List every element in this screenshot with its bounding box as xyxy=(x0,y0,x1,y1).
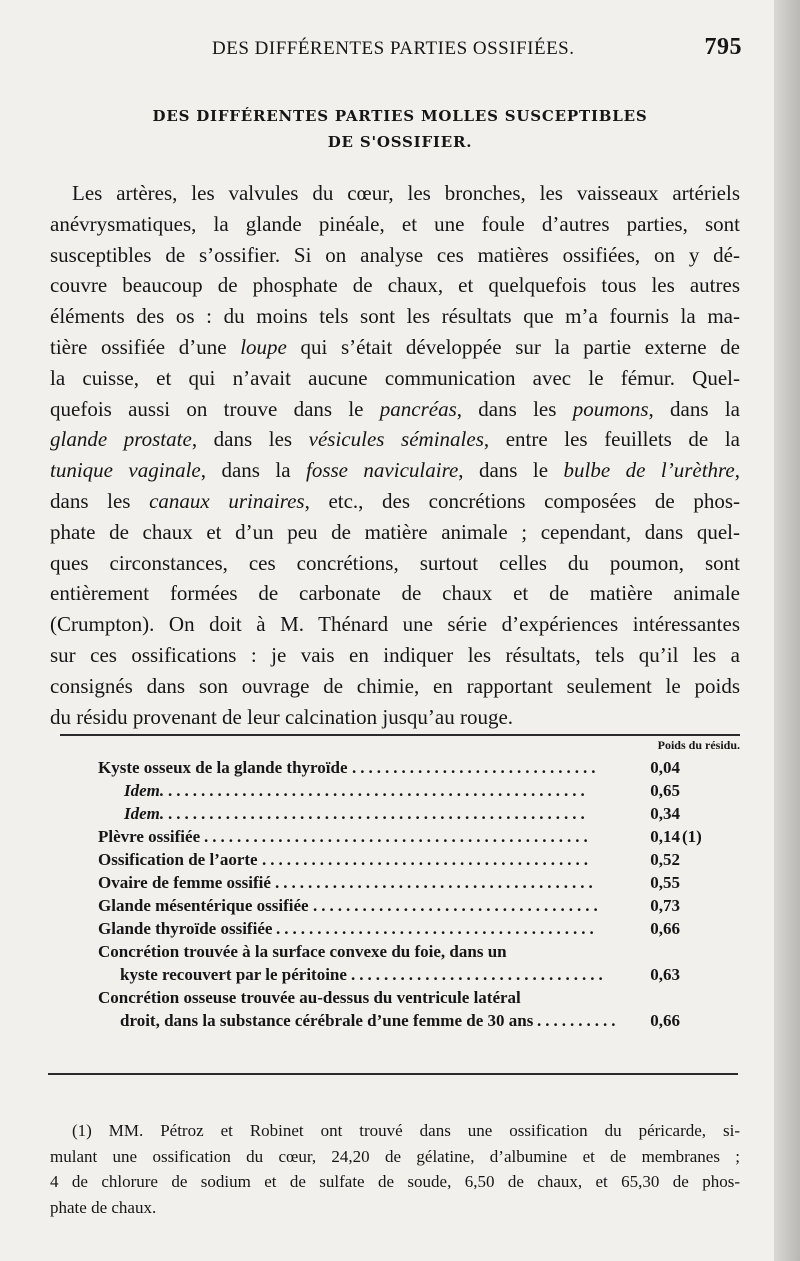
running-head xyxy=(212,34,742,64)
table-row xyxy=(60,873,740,896)
row-label: Ossification de l’aorte xyxy=(98,850,258,869)
leader-dots: ................................... xyxy=(313,896,602,915)
footnote-line: (1) MM. Pétroz et Robinet ont trouvé dans une ossification du péricarde, si- xyxy=(72,1121,740,1140)
body-line: éléments des os : du moins tels sont les résultats que m’a fournis la ma- xyxy=(50,304,740,329)
table-top-rule xyxy=(60,734,740,736)
table-row xyxy=(60,781,740,804)
body-line: anévrysmatiques, la glande pinéale, et une foule d’autres parties, sont xyxy=(50,211,740,236)
table-row xyxy=(60,919,740,942)
body-line: la cuisse, et qui n’avait aucune communication avec le fémur. Quel- xyxy=(50,365,740,390)
section-title-line-1: DES DIFFÉRENTES PARTIES MOLLES SUSCEPTIBLES xyxy=(152,107,648,125)
table-row xyxy=(60,850,740,873)
row-label: Kyste osseux de la glande thyroïde xyxy=(98,758,348,777)
body-line: tunique vaginale, dans la fosse naviculaire, dans le bulbe de l’urèthre, xyxy=(50,458,740,483)
running-title: DES DIFFÉRENTES PARTIES OSSIFIÉES. xyxy=(212,38,575,59)
table-row xyxy=(60,896,740,919)
row-label: Concrétion trouvée à la surface convexe du foie, dans un xyxy=(98,942,507,961)
residue-value: 0,55 xyxy=(650,873,680,892)
leader-dots: ....................................... xyxy=(275,873,597,892)
row-label: kyste recouvert par le péritoine xyxy=(120,965,347,984)
body-line: glande prostate, dans les vésicules séminales, entre les feuillets de la xyxy=(50,427,740,452)
table-row xyxy=(60,965,740,988)
body-line: consignés dans son ouvrage de chimie, en rapportant seulement le poids xyxy=(50,673,740,698)
body-paragraph xyxy=(50,178,740,732)
footnote-line: phate de chaux. xyxy=(50,1197,157,1217)
section-title-line-2: DE S'OSSIFIER. xyxy=(327,133,473,151)
footnote xyxy=(50,1118,740,1220)
table-bottom-rule xyxy=(48,1073,738,1075)
row-label: Idem. xyxy=(124,804,165,823)
residue-value: 0,65 xyxy=(650,781,680,800)
leader-dots: ....................................... xyxy=(276,919,598,938)
leader-dots: .............................. xyxy=(352,758,600,777)
footnote-ref: (1) xyxy=(682,827,702,846)
body-line: entièrement formées de carbonate de chaux et de matière animale xyxy=(50,581,740,606)
body-line: susceptibles de s’ossifier. Si on analyse ces matières ossifiées, on y dé- xyxy=(50,242,740,267)
table-row xyxy=(60,758,740,781)
residue-value: 0,52 xyxy=(650,850,680,869)
section-title xyxy=(90,103,710,155)
body-line: Les artères, les valvules du cœur, les bronches, les vaisseaux artériels xyxy=(72,181,740,205)
row-label: Glande thyroïde ossifiée xyxy=(98,919,273,938)
row-label: Glande mésentérique ossifiée xyxy=(98,896,309,915)
table-row xyxy=(60,827,740,850)
row-label: Idem. xyxy=(124,781,165,800)
residue-value: 0,14 xyxy=(650,827,680,846)
table-row xyxy=(60,942,740,965)
table-rows xyxy=(60,758,740,1034)
leader-dots: ................................................... xyxy=(168,781,589,800)
footnote-line: 4 de chlorure de sodium et de sulfate de soude, 6,50 de chaux, et 65,30 de phos- xyxy=(50,1172,740,1191)
body-line: sur ces ossifications : je vais en indiquer les résultats, tels qu’il les a xyxy=(50,642,740,667)
residue-value: 0,63 xyxy=(650,965,680,984)
column-header: Poids du résidu. xyxy=(657,738,740,752)
table-row xyxy=(60,1011,740,1034)
body-line: quefois aussi on trouve dans le pancréas, dans les poumons, dans la xyxy=(50,396,740,421)
row-label: Concrétion osseuse trouvée au-dessus du ventricule latéral xyxy=(98,988,521,1007)
body-line: dans les canaux urinaires, etc., des concrétions composées de phos- xyxy=(50,488,740,513)
body-line: phate de chaux et d’un peu de matière animale ; cependant, dans quel- xyxy=(50,519,740,544)
leader-dots: .......... xyxy=(537,1011,620,1030)
body-line: du résidu provenant de leur calcination jusqu’au rouge. xyxy=(50,704,514,729)
body-line: couvre beaucoup de phosphate de chaux, et quelquefois tous les autres xyxy=(50,273,740,298)
residue-value: 0,04 xyxy=(650,758,680,777)
body-line: tière ossifiée d’une loupe qui s’était développée sur la partie externe de xyxy=(50,334,740,359)
table-row xyxy=(60,804,740,827)
residue-value: 0,34 xyxy=(650,804,680,823)
residue-value: 0,73 xyxy=(650,896,680,915)
body-line: (Crumpton). On doit à M. Thénard une série d’expériences intéressantes xyxy=(50,612,740,637)
footnote-line: mulant une ossification du cœur, 24,20 de gélatine, d’albumine et de membranes ; xyxy=(50,1146,740,1166)
residue-value: 0,66 xyxy=(650,919,680,938)
row-label: Ovaire de femme ossifié xyxy=(98,873,271,892)
leader-dots: ........................................ xyxy=(262,850,592,869)
residue-value: 0,66 xyxy=(650,1011,680,1030)
page-number: 795 xyxy=(704,34,742,60)
body-line: ques circonstances, ces concrétions, surtout celles du poumon, sont xyxy=(50,550,740,575)
page-edge xyxy=(774,0,800,1261)
leader-dots: ............................................... xyxy=(204,827,592,846)
table-row xyxy=(60,988,740,1011)
row-label: droit, dans la substance cérébrale d’une femme de 30 ans xyxy=(120,1011,534,1030)
row-label: Plèvre ossifiée xyxy=(98,827,201,846)
leader-dots: ................................................... xyxy=(168,804,589,823)
leader-dots: ............................... xyxy=(351,965,607,984)
